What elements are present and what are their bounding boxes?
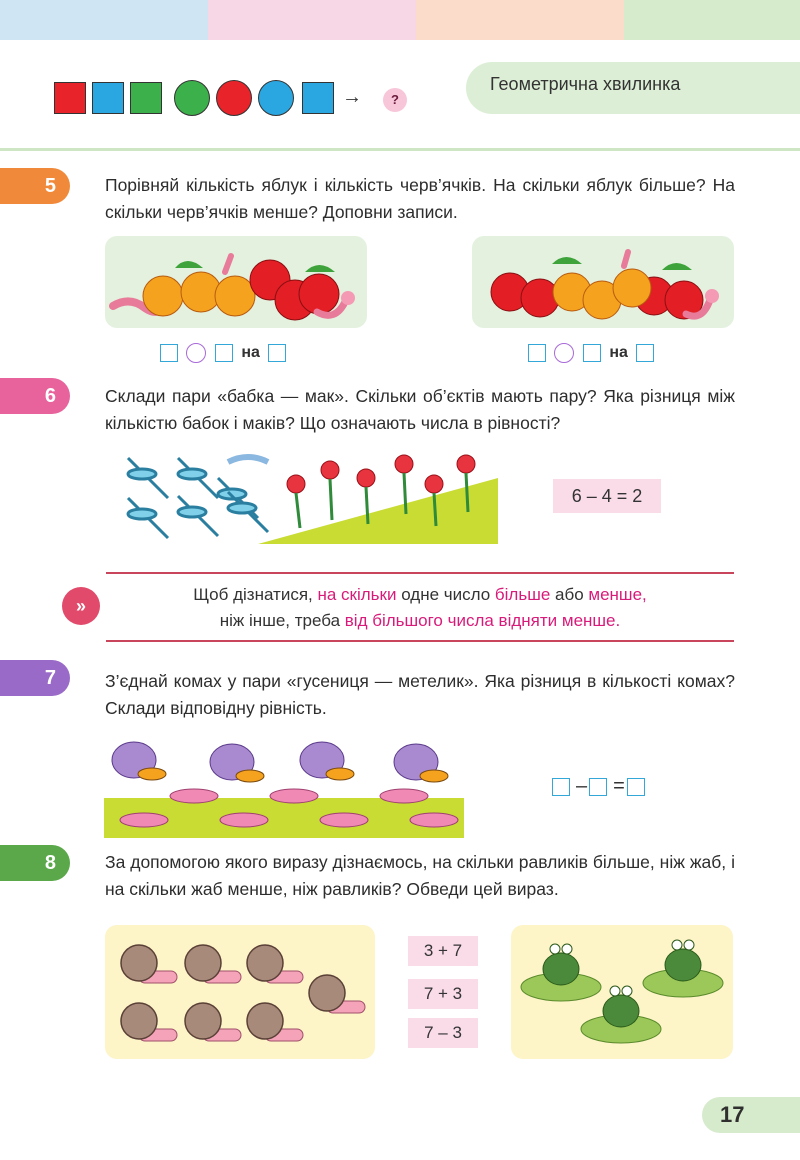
task-5-fill-row-left [160, 343, 290, 363]
dragonflies-poppies-picture [118, 448, 498, 544]
task-6-text: Склади пари «бабка — мак». Скільки об’єктів мають пару? Яка різниця між кількістю бабок і маків? Що означають числа в рівності? [105, 386, 735, 433]
rule-part: або [550, 585, 589, 604]
header-title: Геометрична хвилинка [490, 74, 681, 94]
rule-bottom-line [106, 640, 734, 642]
sign-circle[interactable] [554, 343, 574, 363]
task-6-number: 6 [0, 378, 70, 414]
blue-square-shape-2 [302, 82, 334, 114]
answer-box[interactable] [627, 778, 645, 796]
rule-highlight: на скільки [317, 585, 397, 604]
answer-box[interactable] [528, 344, 546, 362]
rule-text [106, 582, 734, 634]
top-band-green [624, 0, 800, 42]
equals-sign: = [613, 775, 625, 797]
task-8-text: За допомогою якого виразу дізнаємось, на скільки равликів більше, ніж жаб, і на скільки жаб менше, ніж равликів? Обведи цей вираз. [105, 852, 735, 899]
red-square-shape [54, 82, 86, 114]
butterflies-caterpillars-illustration [104, 734, 464, 838]
rule-highlight: менше, [588, 585, 647, 604]
task-7-equation-template [552, 775, 649, 798]
expression-option[interactable]: 7 + 3 [408, 979, 478, 1009]
question-badge: ? [383, 88, 407, 112]
expression-option[interactable]: 3 + 7 [408, 936, 478, 966]
top-band-peach [416, 0, 624, 42]
minus-sign: – [576, 775, 588, 797]
dragonflies-poppies-illustration [118, 448, 498, 544]
task-6-equation: 6 – 4 = 2 [553, 479, 661, 513]
rule-line-1 [106, 582, 734, 608]
answer-box[interactable] [160, 344, 178, 362]
answer-box[interactable] [589, 778, 607, 796]
na-label: на [609, 344, 628, 362]
rule-part: Щоб дізнатися, [193, 585, 318, 604]
rule-highlight: більше [494, 585, 551, 604]
arrow-icon: → [342, 86, 362, 108]
blue-circle-shape [258, 80, 294, 116]
task-7-text: З’єднай комах у пари «гусениця — метелик». Яка різниця в кількості комах? Склади відповідну рівність. [105, 671, 735, 718]
page-number: 17 [702, 1097, 800, 1133]
answer-box[interactable] [552, 778, 570, 796]
rule-part: одне число [396, 585, 495, 604]
green-square-shape [130, 82, 162, 114]
sign-circle[interactable] [186, 343, 206, 363]
apples-picture-right [472, 236, 734, 328]
apples-picture-left [105, 236, 367, 328]
answer-box[interactable] [636, 344, 654, 362]
top-band-pink [208, 0, 416, 42]
answer-box[interactable] [268, 344, 286, 362]
apples-worms-illustration [105, 236, 367, 328]
task-5-number: 5 [0, 168, 70, 204]
frogs-illustration [511, 925, 733, 1059]
apples-worms-illustration-2 [472, 236, 734, 328]
blue-square-shape [92, 82, 124, 114]
red-circle-shape [216, 80, 252, 116]
answer-box[interactable] [215, 344, 233, 362]
na-label: на [241, 344, 260, 362]
expression-option[interactable]: 7 – 3 [408, 1018, 478, 1048]
rule-highlight: від більшого числа відняти менше. [344, 611, 621, 630]
task-5-fill-row-right [528, 343, 658, 363]
frogs-picture [511, 925, 733, 1059]
butterflies-caterpillars-picture [104, 734, 464, 838]
answer-box[interactable] [583, 344, 601, 362]
top-band-blue [0, 0, 208, 42]
rule-part: ніж інше, треба [219, 611, 345, 630]
snails-picture [105, 925, 375, 1059]
task-5-text: Порівняй кількість яблук і кількість черв’ячків. На скільки яблук більше? На скільки черв’ячків менше? Доповни записи. [105, 175, 735, 222]
task-8-number: 8 [0, 845, 70, 881]
rule-arrow-icon: » [62, 587, 100, 625]
rule-line-2 [106, 608, 734, 634]
snails-illustration [105, 925, 375, 1059]
green-circle-shape [174, 80, 210, 116]
rule-top-line [106, 572, 734, 574]
task-7-number: 7 [0, 660, 70, 696]
